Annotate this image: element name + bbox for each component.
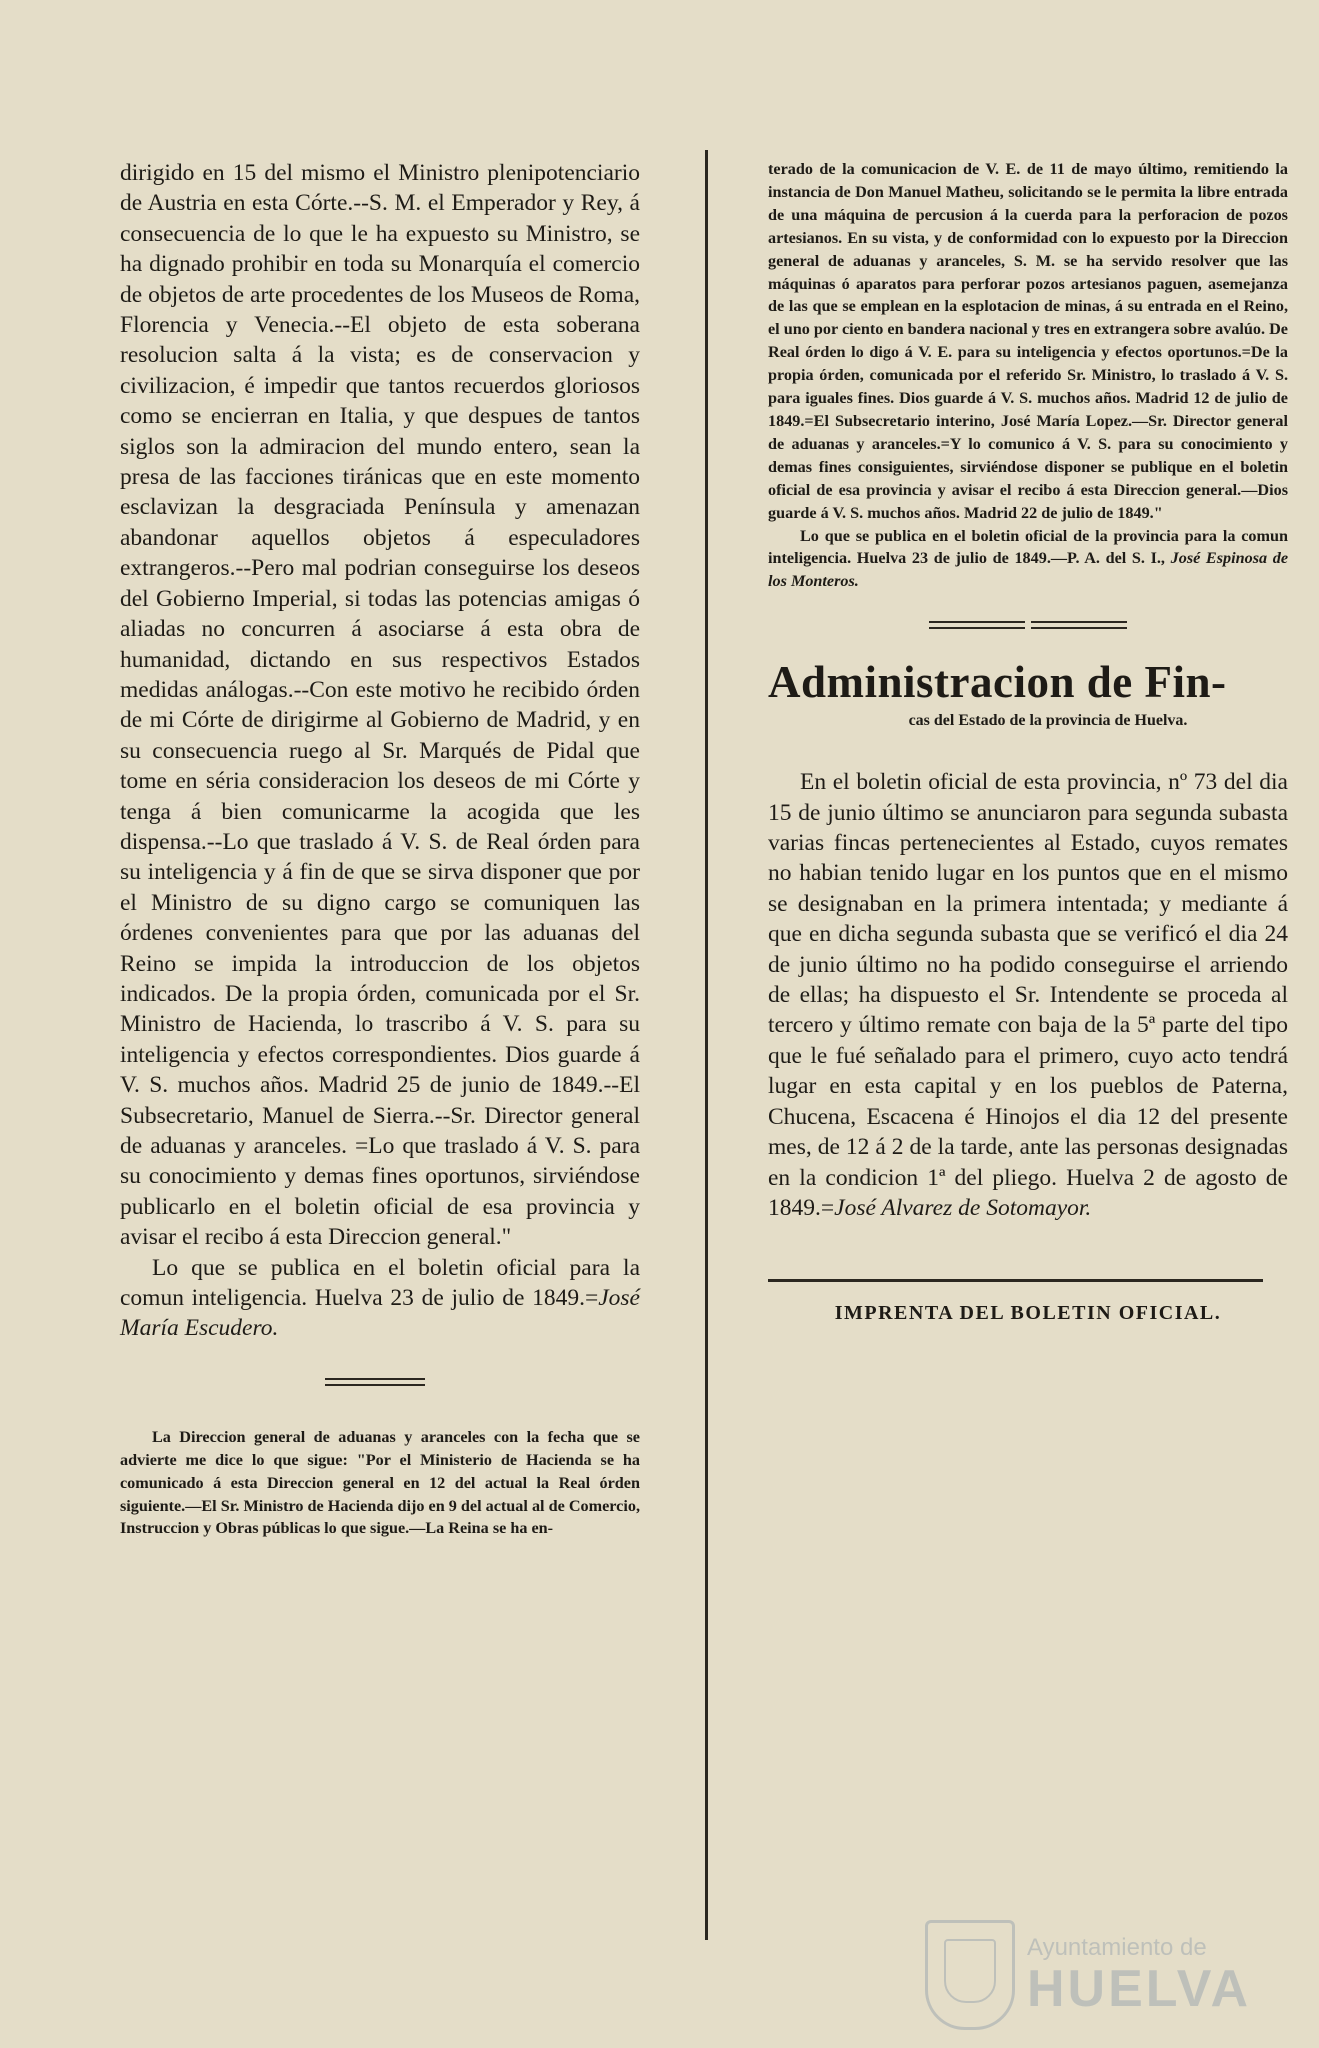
right-paragraph-2	[768, 525, 1288, 594]
right-paragraph-2-text: Lo que se publica en el boletin oficial de la provincia para la comun inteligencia. Huelva 23 de julio de 1849.—P. A. del S. I.,	[768, 526, 1288, 568]
right-paragraph-3	[768, 767, 1288, 1223]
bottom-rule	[768, 1279, 1263, 1282]
watermark-line-2: HUELVA	[1027, 1960, 1252, 2018]
left-ornamental-rule	[325, 1378, 425, 1386]
right-ornamental-rule	[768, 621, 1288, 629]
right-paragraph-3-text: En el boletin oficial de esta provincia, nº 73 del dia 15 de junio último se anunciaron para segunda subasta varias fincas pertenecientes al Estado, cuyos remates no habian tenido lugar en los puntos que en el mismo se designaban en la primera intentada; y mediante á que en dicha segunda subasta que se verificó el dia 24 de junio último no ha podido conseguirse el arriendo de ellas; ha dispuesto el Sr. Intendente se proceda al tercero y último remate con baja de la 5ª parte del tipo que le fué señalado para el primero, cuyo acto tendrá lugar en esta capital y en los pueblos de Paterna, Chucena, Escacena é Hinojos el dia 12 del presente mes, de 12 á 2 de la tarde, ante las personas designadas en la condicion 1ª del pliego. Huelva 2 de agosto de 1849.=	[768, 769, 1288, 1221]
rule-segment	[1031, 621, 1127, 629]
left-signature: José María Escudero.	[120, 1285, 640, 1342]
rule-segment	[929, 621, 1025, 629]
left-paragraph-2-text: Lo que se publica en el boletin oficial para la comun inteligencia. Huelva 23 de julio de 1849.=	[120, 1254, 640, 1312]
right-signature: José Espinosa de los Monteros.	[768, 549, 1289, 591]
watermark-line-1: Ayuntamiento de	[1027, 1934, 1207, 1961]
right-paragraph-1: terado de la comunicacion de V. E. de 11 de mayo último, remitiendo la instancia de Don Manuel Matheu, solicitando se le permita la libre entrada de una máquina de percusion á la cuerda para la perforacion de pozos artesianos. En su vista, y de conformidad con lo expuesto por la Direccion general de aduanas y aranceles, S. M. se ha servido resolver que las máquinas ó aparatos para perforar pozos artesianos paguen, asemejanza de las que se emplean en la esplotacion de minas, á su entrada en el Reino, el uno por ciento en bandera nacional y tres en extrangera sobre avalúo. De Real órden lo digo á V. E. para su inteligencia y efectos oportunos.=De la propia órden, comunicada por el referido Sr. Ministro, lo traslado á V. S. para iguales fines. Dios guarde á V. S. muchos años. Madrid 12 de julio de 1849.=El Subsecretario interino, José María Lopez.—Sr. Director general de aduanas y aranceles.=Y lo comunico á V. S. para su conocimiento y demas fines consiguientes, sirviéndose disponer se publique en el boletin oficial de esa provincia y avisar el recibo á esta Direccion general.—Dios guarde á V. S. muchos años. Madrid 22 de julio de 1849."	[768, 160, 1288, 522]
left-column	[120, 158, 640, 1540]
imprint-line: IMPRENTA DEL BOLETIN OFICIAL.	[834, 1302, 1222, 1325]
left-paragraph-1: dirigido en 15 del mismo el Ministro plenipotenciario de Austria en esta Córte.--S. M. el Emperador y Rey, á consecuencia de lo que le ha expuesto su Ministro, se ha dignado prohibir en toda su Monarquía el comercio de objetos de arte procedentes de los Museos de Roma, Florencia y Venecia.--El objeto de esta soberana resolucion salta á la vista; es de conservacion y civilizacion, é impedir que tantos recuerdos gloriosos como se encierran en Italia, y que despues de tantos siglos son la admiracion del mundo entero, sean la presa de las facciones tiránicas que en este momento esclavizan la desgraciada Península y amenazan abandonar aquellos objetos á especuladores extrangeros.--Pero mal podrian conseguirse los deseos del Gobierno Imperial, si todas las potencias amigas ó aliadas no concurren á asociarse á esta obra de humanidad, dictando en sus respectivos Estados medidas análogas.--Con este motivo he recibido órden de mi Córte de dirigirme al Gobierno de Madrid, y en su consecuencia ruego al Sr. Marqués de Pidal que tome en séria consideracion los deseos de mi Córte y tenga á bien comunicarme la acogida que les dispensa.--Lo que traslado á V. S. de Real órden para su inteligencia y á fin de que se sirva disponer que por el Ministro de su digno cargo se comuniquen las órdenes convenientes para que por las aduanas del Reino se impida la introduccion de los objetos indicados. De la propia órden, comunicada por el Sr. Ministro de Hacienda, lo trascribo á V. S. para su inteligencia y efectos correspondientes. Dios guarde á V. S. muchos años. Madrid 25 de junio de 1849.--El Subsecretario, Manuel de Sierra.--Sr. Director general de aduanas y aranceles. =Lo que traslado á V. S. para su conocimiento y demas fines oportunos, sirviéndose publicarlo en el boletin oficial de esa provincia y avisar el recibo á esta Direccion general."	[120, 160, 640, 1251]
section-subheading: cas del Estado de la provincia de Huelva.	[908, 712, 1188, 730]
column-divider	[705, 150, 708, 1940]
watermark-text	[1027, 1934, 1251, 2016]
section-heading: Administracion de Fin-	[768, 657, 1227, 708]
left-paragraph-2	[120, 1253, 640, 1344]
left-paragraph-3: La Direccion general de aduanas y aranceles con la fecha que se advierte me dice lo que sigue: "Por el Ministerio de Hacienda se ha comunicado á esta Direccion general en 12 del actual la Real órden siguiente.—El Sr. Ministro de Hacienda dijo en 9 del actual al de Comercio, Instruccion y Obras públicas lo que sigue.—La Reina se ha en-	[120, 1427, 640, 1538]
archive-watermark	[925, 1920, 1255, 2030]
right-signature-3: José Alvarez de Sotomayor.	[834, 1194, 1092, 1221]
coat-of-arms-icon	[925, 1920, 1015, 2030]
right-column	[768, 158, 1288, 1325]
